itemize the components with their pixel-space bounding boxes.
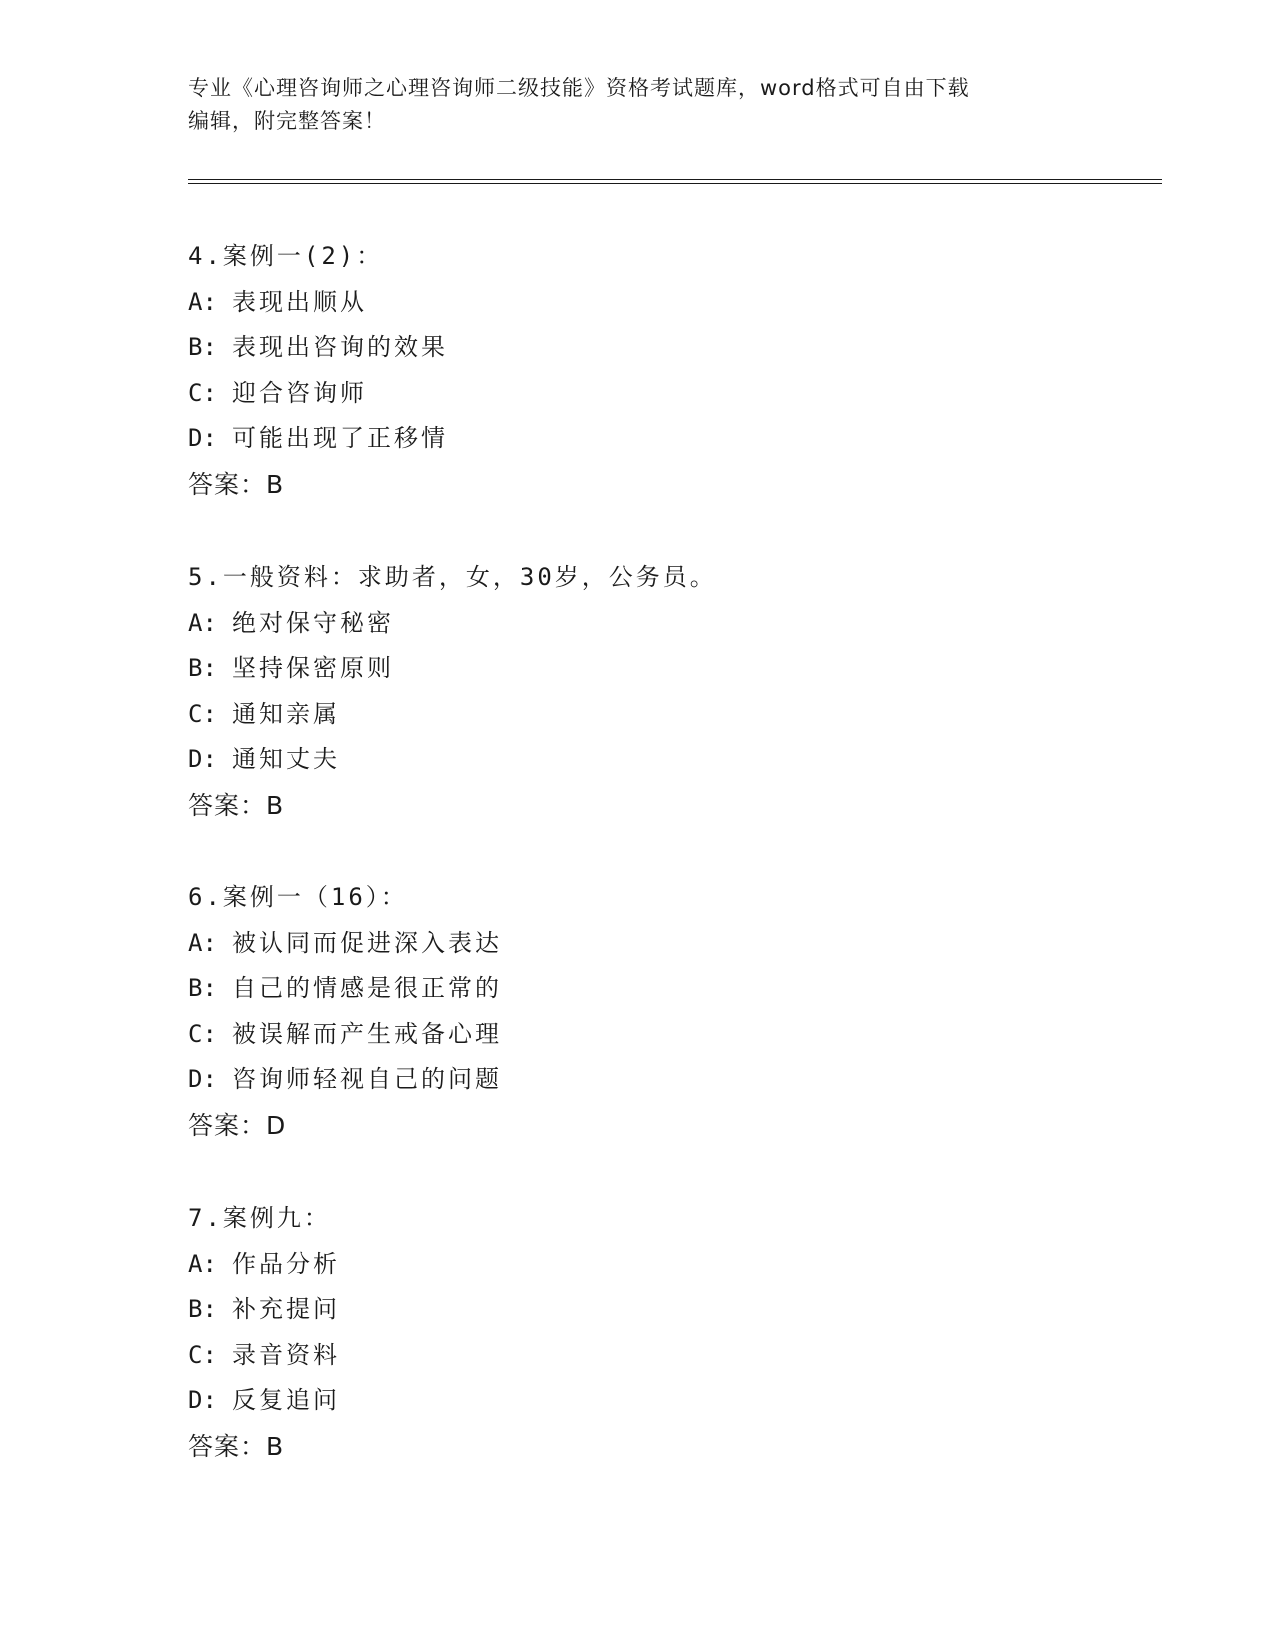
- option-key: C:: [188, 1340, 217, 1369]
- option-a: [188, 601, 1088, 647]
- option-text: 可能出现了正移情: [232, 424, 448, 452]
- option-text: 迎合咨询师: [232, 378, 367, 407]
- option-text: 自己的情感是很正常的: [232, 974, 502, 1002]
- option-key: D:: [188, 745, 217, 773]
- answer-label: 答案：B: [188, 790, 285, 820]
- header-divider-top: [188, 179, 1162, 180]
- option-text: 绝对保守秘密: [232, 608, 394, 637]
- question-block: [188, 234, 1088, 507]
- option-key: D:: [188, 424, 217, 452]
- option-key: C:: [188, 699, 217, 728]
- header-line-1: 专业《心理咨询师之心理咨询师二级技能》资格考试题库，word格式可自由下载: [188, 76, 970, 100]
- answer-label: 答案：D: [188, 1110, 287, 1140]
- option-key: A:: [188, 1249, 217, 1278]
- option-key: C:: [188, 378, 217, 407]
- option-key: B:: [188, 974, 217, 1002]
- option-b: [188, 646, 1088, 692]
- question-title: 6.案例一（16）：: [188, 883, 408, 911]
- option-key: D:: [188, 1386, 217, 1414]
- option-b: [188, 1287, 1088, 1333]
- option-b: [188, 966, 1088, 1012]
- question-block: [188, 875, 1088, 1148]
- option-text: 坚持保密原则: [232, 654, 394, 682]
- document-header: [188, 72, 1088, 138]
- option-c: [188, 1012, 1088, 1058]
- option-b: [188, 325, 1088, 371]
- question-title: 5.一般资料：求助者，女，30岁，公务员。: [188, 563, 717, 591]
- option-text: 被认同而促进深入表达: [232, 928, 502, 957]
- option-text: 表现出顺从: [232, 287, 367, 316]
- option-text: 补充提问: [232, 1295, 340, 1323]
- option-text: 通知丈夫: [232, 745, 340, 773]
- option-d: [188, 737, 1088, 783]
- option-key: D:: [188, 1065, 217, 1093]
- option-a: [188, 280, 1088, 326]
- option-text: 被误解而产生戒备心理: [232, 1019, 502, 1048]
- option-text: 录音资料: [232, 1340, 340, 1369]
- option-key: B:: [188, 333, 217, 361]
- option-a: [188, 1242, 1088, 1288]
- option-d: [188, 1057, 1088, 1103]
- question-block: [188, 555, 1088, 828]
- question-block: [188, 1196, 1088, 1469]
- option-text: 表现出咨询的效果: [232, 333, 448, 361]
- option-c: [188, 1333, 1088, 1379]
- option-text: 咨询师轻视自己的问题: [232, 1065, 502, 1093]
- option-c: [188, 371, 1088, 417]
- option-d: [188, 1378, 1088, 1424]
- header-divider-bottom: [188, 183, 1162, 184]
- option-key: A:: [188, 928, 217, 957]
- answer-label: 答案：B: [188, 1431, 285, 1461]
- header-line-2: 编辑，附完整答案！: [188, 109, 386, 133]
- option-key: A:: [188, 608, 217, 637]
- option-key: B:: [188, 654, 217, 682]
- question-title: 4.案例一(2)：: [188, 242, 384, 270]
- option-d: [188, 416, 1088, 462]
- option-text: 反复追问: [232, 1386, 340, 1414]
- answer-label: 答案：B: [188, 469, 285, 499]
- option-a: [188, 921, 1088, 967]
- option-key: A:: [188, 287, 217, 316]
- option-c: [188, 692, 1088, 738]
- option-key: C:: [188, 1019, 217, 1048]
- question-title: 7.案例九：: [188, 1204, 331, 1232]
- option-text: 通知亲属: [232, 699, 340, 728]
- option-text: 作品分析: [232, 1249, 340, 1278]
- option-key: B:: [188, 1295, 217, 1323]
